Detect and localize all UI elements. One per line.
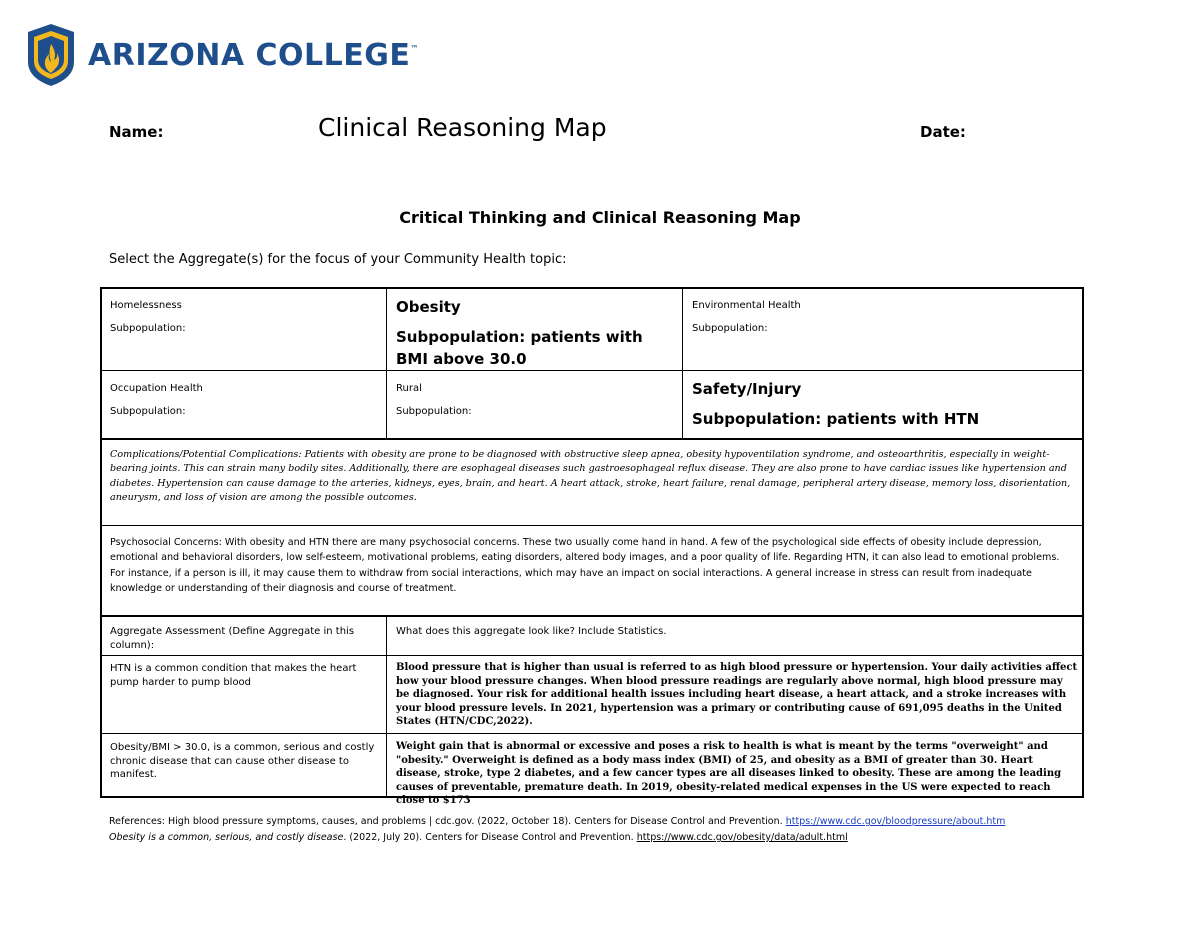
aggregate-label: Safety/Injury xyxy=(692,380,802,398)
reference-2-title: Obesity is a common, serious, and costly disease xyxy=(109,832,344,844)
subpopulation-text: Subpopulation: xyxy=(396,406,472,417)
aggregate-occupation-health[interactable] xyxy=(110,382,380,418)
arizona-college-logo xyxy=(26,20,418,90)
reference-2-link[interactable]: https://www.cdc.gov/obesity/data/adult.html xyxy=(636,832,848,844)
aggregate-safety-injury[interactable] xyxy=(692,379,1072,431)
subpopulation-text: Subpopulation: patients with HTN xyxy=(692,409,980,428)
concerns-table xyxy=(100,438,1084,617)
psychosocial-text: Psychosocial Concerns: With obesity and HTN there are many psychosocial concerns. These two usually come hand in hand. A few of the psychological side effects of obesity include depression, emotional and behavioral disorders, low self-esteem, motivational problems, eating disorders, altered body images, and a poor quality of life. Regarding HTN, it can also lead to emotional problems. For instance, if a person is ill, it may cause them to withdraw from social interactions, which may have an impact on social interactions. A general increase in stress can result from inadequate knowledge or understanding of their diagnosis and course of treatment. xyxy=(110,537,1060,595)
map-subtitle: Critical Thinking and Clinical Reasoning Map xyxy=(399,208,801,227)
aggregate-select-prompt: Select the Aggregate(s) for the focus of your Community Health topic: xyxy=(109,252,567,267)
reference-2 xyxy=(109,830,1005,846)
assessment-col2-header: What does this aggregate look like? Include Statistics. xyxy=(396,626,667,637)
aggregate-label: Rural xyxy=(396,383,422,394)
assessment-col1-header: Aggregate Assessment (Define Aggregate in this column): xyxy=(110,626,355,651)
shield-flame-icon xyxy=(26,22,76,88)
reference-2-text: . (2022, July 20). Centers for Disease Control and Prevention. xyxy=(343,832,634,844)
aggregate-homelessness[interactable] xyxy=(110,299,380,335)
aggregate-label: Occupation Health xyxy=(110,383,203,394)
aggregate-rural[interactable] xyxy=(396,382,676,418)
reference-1-link[interactable]: https://www.cdc.gov/bloodpressure/about.htm xyxy=(785,816,1006,827)
assessment-row-htn-description: Blood pressure that is higher than usual is referred to as high blood pressure or hypertension. Your daily activities affect how your blood pressure changes. When blood pressure readings are regularly above normal, high blood pressure may be diagnosed. Your risk for additional health issues including heart disease, a heart attack, and a stroke increases with your blood pressure levels. In 2021, hypertension was a primary or contributing cause of 691,095 deaths in the United States (HTN/CDC,2022). xyxy=(396,662,1078,727)
aggregate-environmental-health[interactable] xyxy=(692,299,1072,335)
subpopulation-text: Subpopulation: xyxy=(110,406,186,417)
date-label: Date: xyxy=(920,123,966,141)
aggregate-table xyxy=(100,287,1084,440)
complications-text: Complications/Potential Complications: Patients with obesity are prone to be diagnosed with obstructive sleep apnea, obesity hypoventilation syndrome, and osteoarthritis, especially in weight-bearing joints. This can strain many bodily sites. Additionally, there are esophageal diseases such gastroesophageal reflux disease. They are also prone to have cardiac issues like hypertension and diabetes. Hypertension can cause damage to the arteries, kidneys, eyes, brain, and heart. A heart attack, stroke, heart failure, renal damage, peripheral artery disease, memory loss, disorientation, aneurysm, and loss of vision are among the possible outcomes. xyxy=(110,449,1071,504)
logo-text: ARIZONA COLLEGE™ xyxy=(88,37,419,73)
aggregate-obesity[interactable] xyxy=(396,297,676,370)
reference-1-text: References: High blood pressure symptoms, causes, and problems | cdc.gov. (2022, October 18). Centers for Disease Control and Prevention. xyxy=(109,816,783,827)
subpopulation-text: Subpopulation: xyxy=(110,323,186,334)
name-label: Name: xyxy=(109,123,164,141)
references xyxy=(109,814,1005,846)
aggregate-label: Environmental Health xyxy=(692,300,801,311)
assessment-row-obesity-description: Weight gain that is abnormal or excessive and poses a risk to health is what is meant by the terms "overweight" and "obesity." Overweight is defined as a body mass index (BMI) of 25, and obesity as a BMI of greater than 30. Heart disease, stroke, type 2 diabetes, and a few cancer types are all diseases linked to obesity. These are among the leading causes of preventable, premature death. In 2019, obesity-related medical expenses in the US were expected to reach close to $173 xyxy=(396,741,1062,806)
subpopulation-text: Subpopulation: xyxy=(692,323,768,334)
aggregate-label: Obesity xyxy=(396,298,461,316)
assessment-row-obesity-aggregate: Obesity/BMI > 30.0, is a common, serious and costly chronic disease that can cause other disease to manifest. xyxy=(110,742,375,780)
reference-1 xyxy=(109,814,1005,830)
assessment-row-htn-aggregate: HTN is a common condition that makes the heart pump harder to pump blood xyxy=(110,663,357,688)
assessment-table xyxy=(100,615,1084,806)
aggregate-label: Homelessness xyxy=(110,300,182,311)
subpopulation-text: Subpopulation: patients with BMI above 30.0 xyxy=(396,327,643,368)
page-title: Clinical Reasoning Map xyxy=(318,113,607,142)
